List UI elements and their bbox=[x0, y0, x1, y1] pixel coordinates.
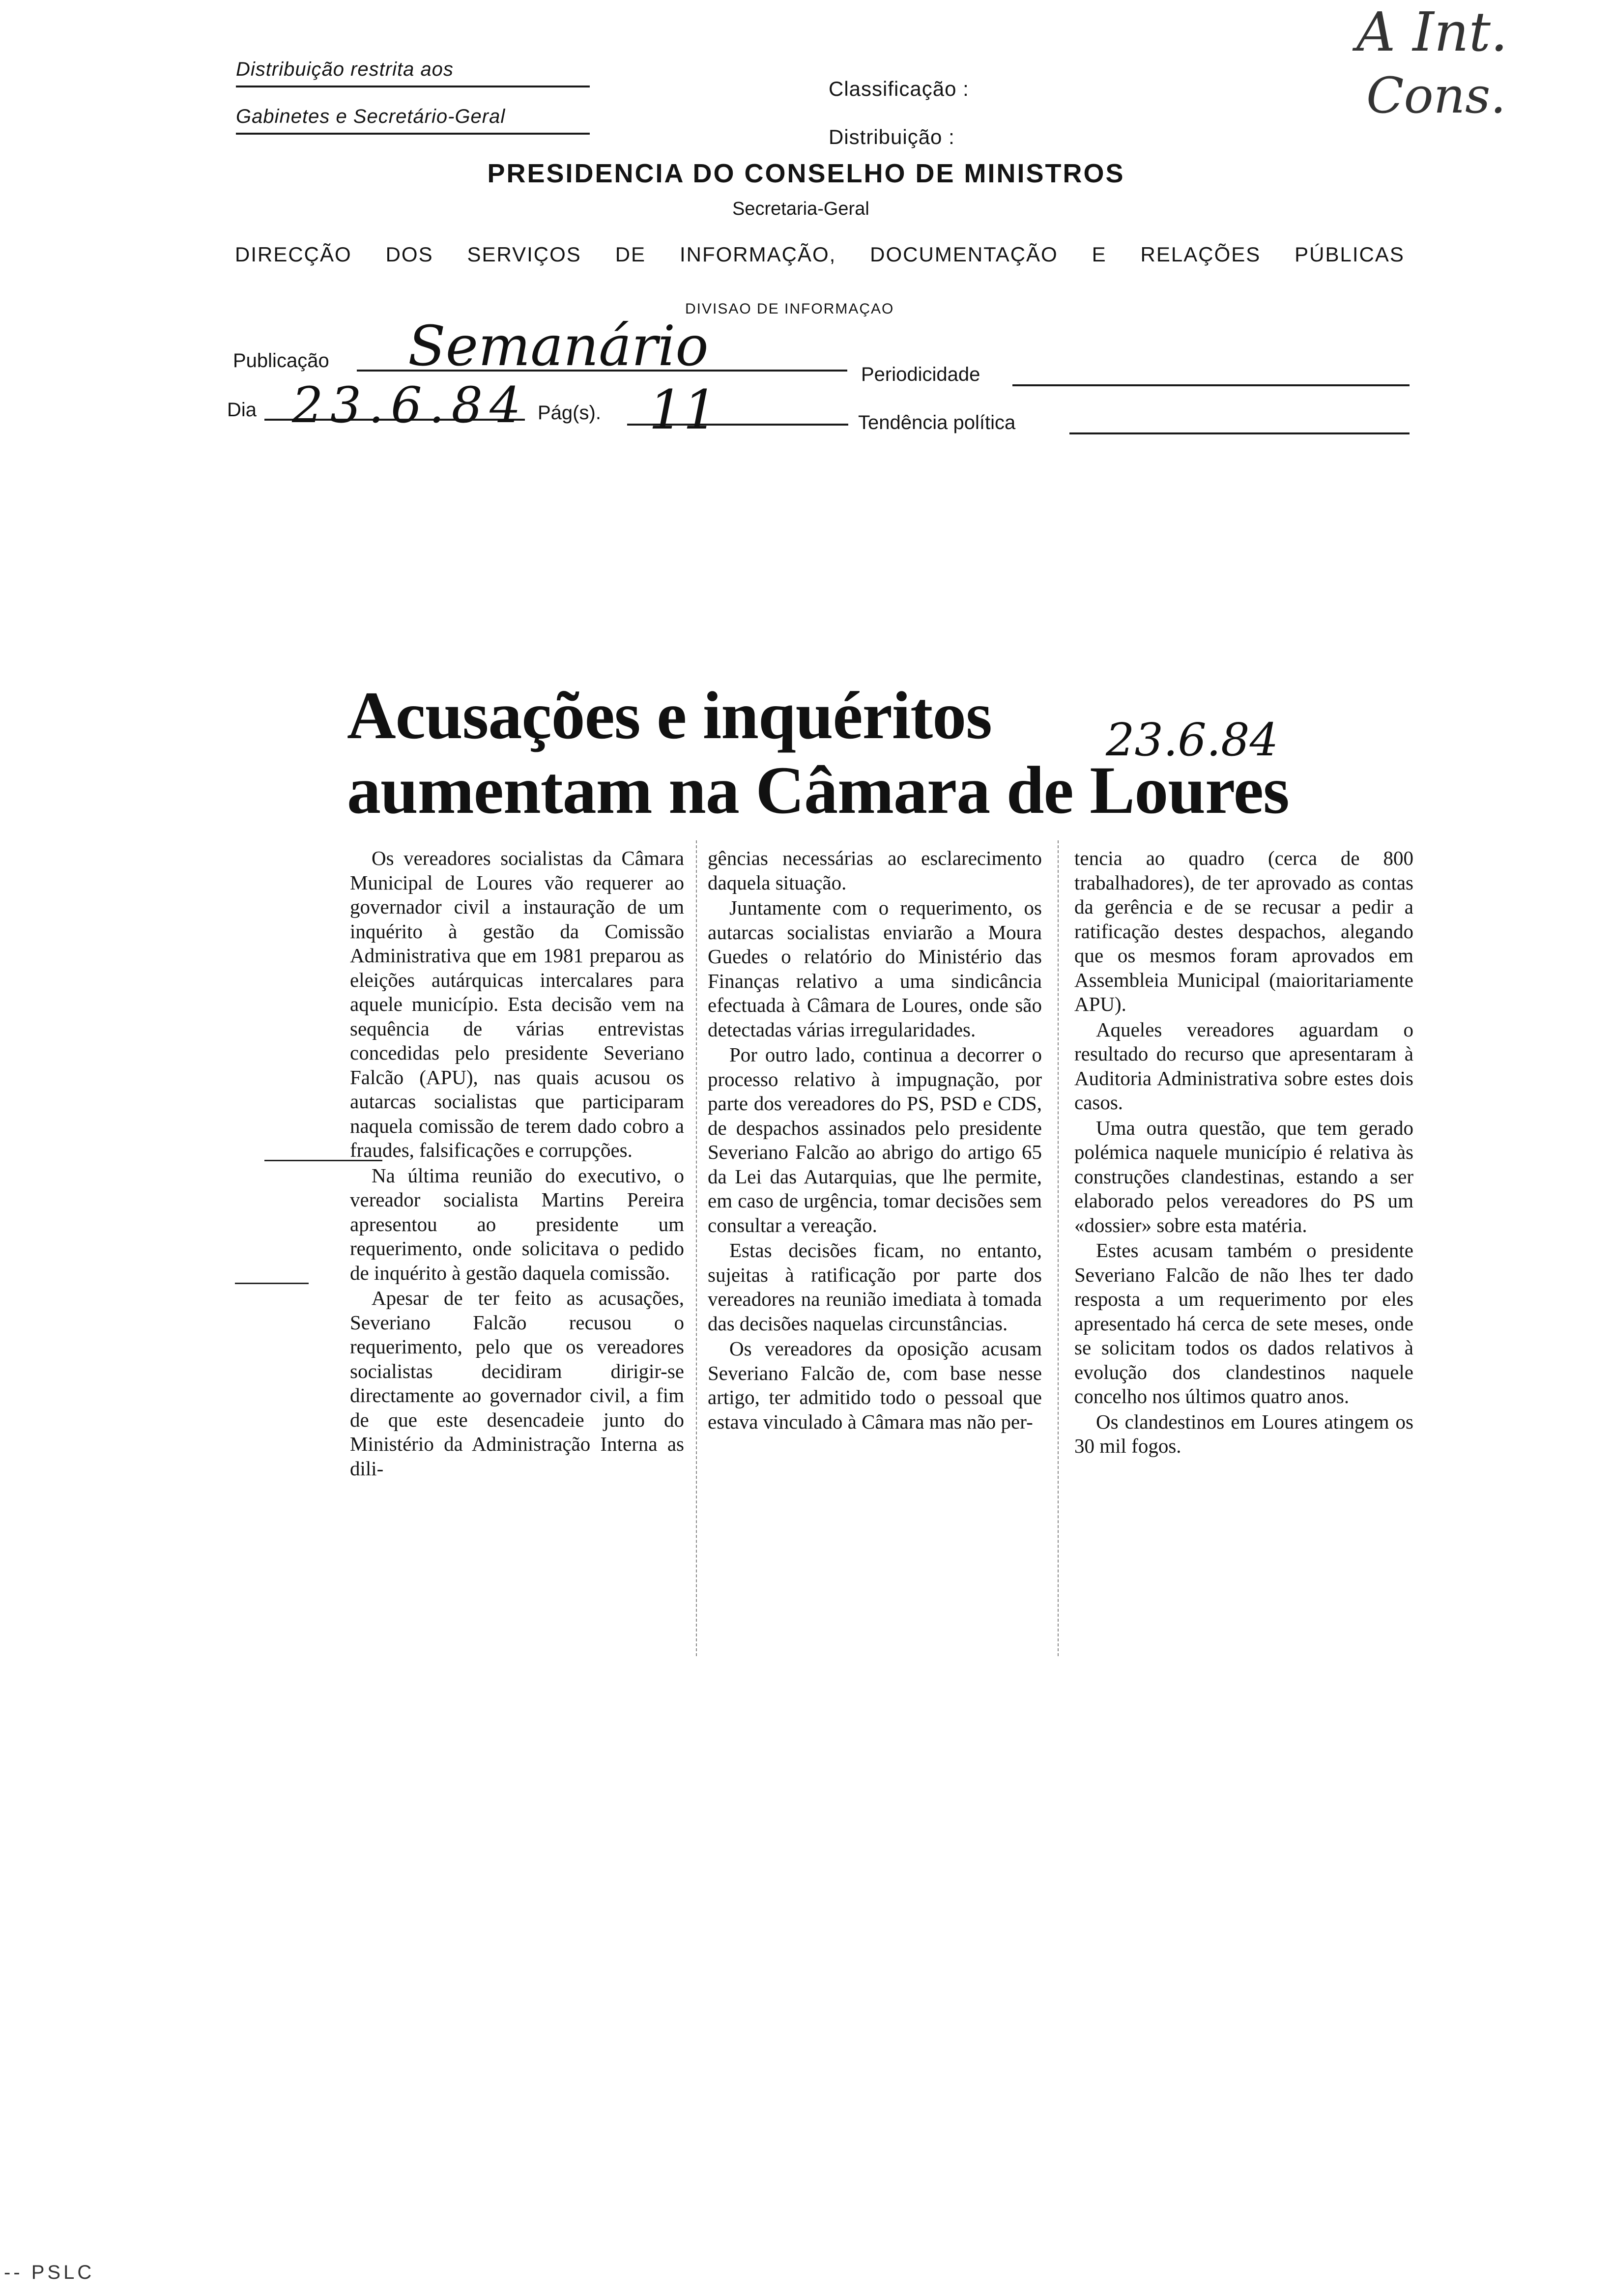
paragraph: Apesar de ter feito as acusações, Severiano Falcão recusou o requerimento, pelo que os vereadores socialistas decidiram dirigir-se directamente ao governador civil, a fim de que este desencadeie junto do Ministério da Administração Interna as dili- bbox=[350, 1287, 684, 1480]
column-divider bbox=[696, 840, 697, 1656]
directorate-word: DE bbox=[615, 243, 646, 266]
margin-mark bbox=[235, 1283, 309, 1284]
handwritten-corner-line2: Cons. bbox=[1366, 67, 1506, 124]
paragraph: Estas decisões ficam, no entanto, sujeitas à ratificação por parte dos vereadores na reunião imediata à tomada das decisões naquelas circunstâncias. bbox=[708, 1239, 1042, 1335]
periodicity-underline bbox=[1012, 384, 1410, 386]
directorate-word: DOS bbox=[385, 243, 433, 266]
political-tendency-label: Tendência política bbox=[858, 412, 1016, 433]
handwritten-corner-note bbox=[1347, 0, 1553, 124]
directorate-word: DIRECÇÃO bbox=[235, 243, 352, 266]
division-title: DIVISAO DE INFORMAÇAO bbox=[685, 301, 894, 317]
paragraph: Os vereadores socialistas da Câmara Municipal de Loures vão requerer ao governador civil a instauração de um inquérito à gestão da Comissão Administrativa que em 1981 preparou as eleições autárquicas intercalares para aquele município. Esta decisão vem na sequência de várias entrevistas concedidas pelo presidente Severiano Falcão (APU), nas quais acusou os autarcas socialistas que participaram naquela comissão de terem dado cobro a fraudes, falsificações e corrupções. bbox=[350, 847, 684, 1161]
directorate-word: E bbox=[1092, 243, 1107, 266]
paragraph: Estes acusam também o presidente Severiano Falcão de não lhes ter dado resposta a um requerimento por eles apresentado há cerca de sete meses, onde se solicitam todos os dados relativos à evolução dos clandestinos naquele concelho nos últimos quatro anos. bbox=[1074, 1239, 1413, 1407]
distribution-block bbox=[236, 55, 590, 149]
paragraph: Juntamente com o requerimento, os autarcas socialistas enviarão a Moura Guedes o relatório do Ministério das Finanças relativo a uma sindicância efectuada à Câmara de Loures, onde são detectadas várias irregularidades. bbox=[708, 896, 1042, 1041]
directorate-title bbox=[235, 243, 1405, 266]
paragraph: Na última reunião do executivo, o vereador socialista Martins Pereira apresentou ao presidente um requerimento, onde solicitava o pedido de inquérito à gestão daquela comissão. bbox=[350, 1164, 684, 1284]
organization-title: PRESIDENCIA DO CONSELHO DE MINISTROS bbox=[487, 159, 1125, 188]
day-value: 23.6.84 bbox=[292, 376, 528, 434]
paragraph: Os clandestinos em Loures atingem os 30 mil fogos. bbox=[1074, 1410, 1413, 1457]
paragraph: Aqueles vereadores aguardam o resultado do recurso que apresentaram à Auditoria Administrativa sobre estes dois casos. bbox=[1074, 1018, 1413, 1114]
paragraph: Uma outra questão, que tem gerado polémica naquele município é relativa às construções clandestinas, estando a ser elaborado pelos vereadores do PS um «dossier» sobre esta matéria. bbox=[1074, 1116, 1413, 1236]
paragraph: tencia ao quadro (cerca de 800 trabalhadores), de ter aprovado as contas da gerência e de se recusar a pedir a ratificação destes despachos, alegando que os mesmos foram aprovados em Assembleia Municipal (maioritariamente APU). bbox=[1074, 847, 1413, 1015]
secretariat-title: Secretaria-Geral bbox=[732, 199, 869, 219]
article-column-3 bbox=[1074, 846, 1413, 1652]
column-divider bbox=[1058, 840, 1059, 1656]
periodicity-label: Periodicidade bbox=[861, 364, 980, 385]
paragraph: Os vereadores da oposição acusam Severiano Falcão de, com base nesse artigo, ter admitido todo o pessoal que estava vinculado à Câmara mas não per- bbox=[708, 1337, 1042, 1433]
distribution-label: Distribuição : bbox=[829, 125, 955, 148]
directorate-word: INFORMAÇÃO, bbox=[679, 243, 836, 266]
margin-mark bbox=[264, 1160, 382, 1161]
distribution-restricted-line1: Distribuição restrita aos bbox=[236, 55, 590, 87]
headline-line1: Acusações e inquéritos bbox=[347, 678, 992, 753]
publication-label: Publicação bbox=[233, 350, 329, 372]
classification-block bbox=[829, 65, 969, 161]
paragraph: gências necessárias ao esclarecimento daquela situação. bbox=[708, 847, 1042, 894]
day-label: Dia bbox=[227, 399, 257, 421]
political-tendency-underline bbox=[1069, 432, 1410, 434]
publication-value: Semanário bbox=[408, 315, 709, 378]
directorate-word: RELAÇÕES bbox=[1140, 243, 1261, 266]
headline-line2: aumentam na Câmara de Loures bbox=[347, 752, 1289, 828]
handwritten-date: 23.6.84 bbox=[1106, 714, 1279, 766]
distribution-restricted-line2: Gabinetes e Secretário-Geral bbox=[236, 102, 590, 135]
article-column-2 bbox=[708, 846, 1042, 1652]
article-column-1 bbox=[350, 846, 684, 1652]
pages-value: 11 bbox=[649, 378, 718, 441]
directorate-word: PÚBLICAS bbox=[1295, 243, 1405, 266]
paragraph: Por outro lado, continua a decorrer o processo relativo à impugnação, por parte dos vereadores do PS, PSD e CDS, de despachos assinados pelo presidente Severiano Falcão ao abrigo do artigo 65 da Lei das Autarquias, que lhe permite, em caso de urgência, tomar decisões sem consultar a vereação. bbox=[708, 1043, 1042, 1236]
directorate-word: DOCUMENTAÇÃO bbox=[870, 243, 1058, 266]
footer-mark: -- PSLC bbox=[4, 2262, 95, 2283]
handwritten-corner-line1: A Int. bbox=[1356, 0, 1508, 63]
classification-label: Classificação : bbox=[829, 77, 969, 100]
pages-label: Pág(s). bbox=[538, 402, 601, 424]
directorate-word: SERVIÇOS bbox=[467, 243, 581, 266]
